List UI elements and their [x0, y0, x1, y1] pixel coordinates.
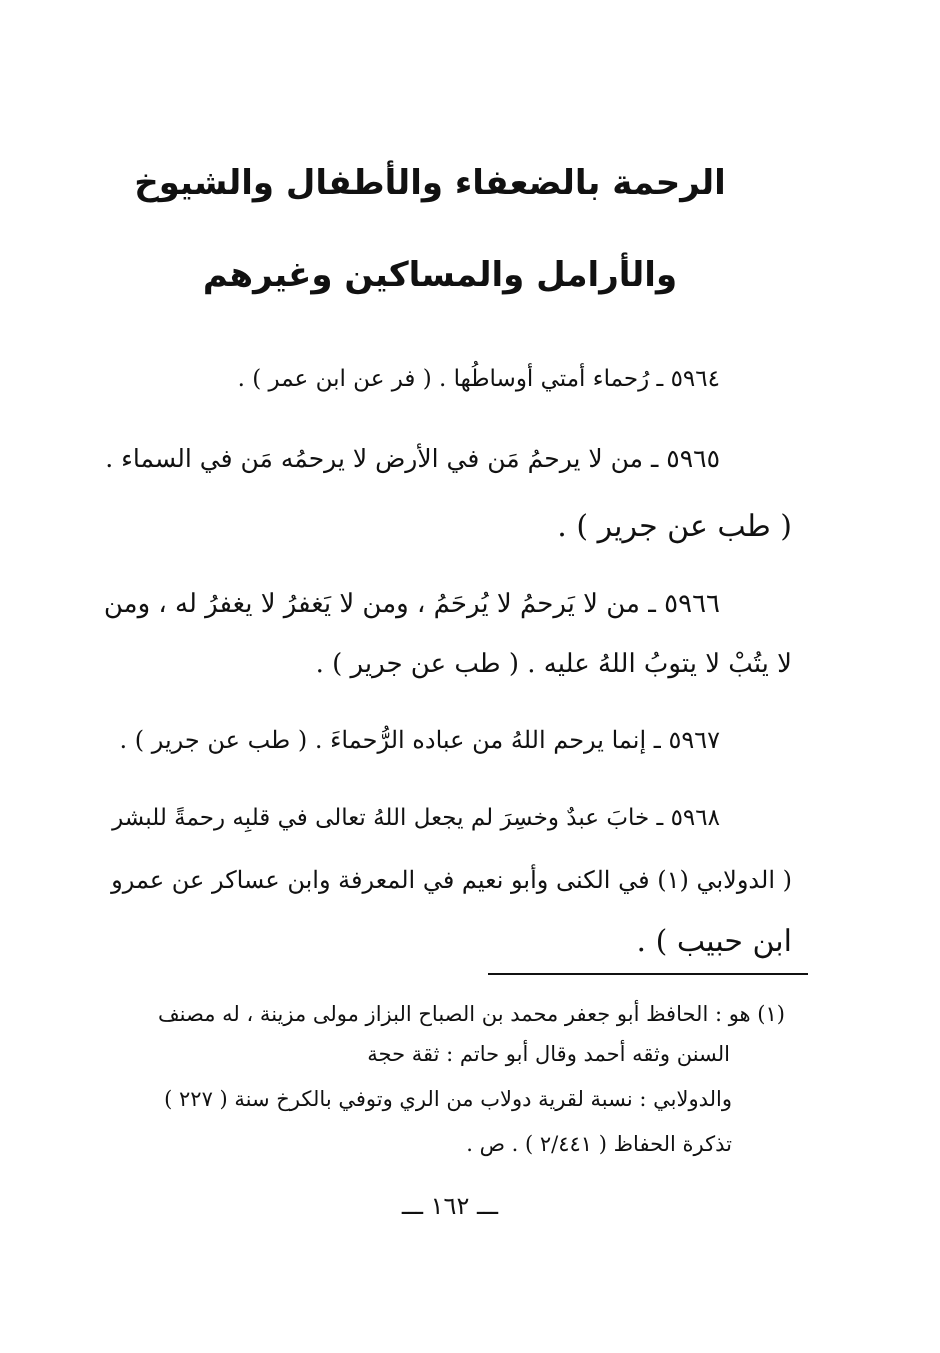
hadith-5968-line-3: ابن حبيب ) .	[636, 924, 792, 959]
hadith-5968-line-2: ( الدولابي (١) في الكنى وأبو نعيم في المعرفة وابن عساكر عن عمرو	[111, 866, 792, 894]
hadith-5965-line-1: ٥٩٦٥ ـ من لا يرحمُ مَن في الأرض لا يرحمُه مَن في السماء .	[105, 444, 720, 473]
hadith-5964-line-1: ٥٩٦٤ ـ رُحماء أمتي أوساطُها . ( فر عن ابن عمر ) .	[237, 366, 720, 392]
chapter-title-line-2: والأرامل والمساكين وغيرهم	[202, 255, 678, 295]
footnote-divider	[488, 973, 808, 975]
hadith-5968-line-1: ٥٩٦٨ ـ خابَ عبدٌ وخسِرَ لم يجعل اللهُ تعالى في قلبِه رحمةً للبشر	[112, 805, 720, 831]
chapter-title-line-1: الرحمة بالضعفاء والأطفال والشيوخ	[134, 163, 726, 203]
footnote-line-1: (١) هو : الحافظ أبو جعفر محمد بن الصباح البزاز مولى مزينة ، له مصنف	[157, 1002, 785, 1026]
page-number: ـــ ١٦٢ ـــ	[401, 1192, 499, 1220]
hadith-5966-line-2: لا يتُبْ لا يتوبُ اللهُ عليه . ( طب عن جرير ) .	[315, 649, 792, 679]
hadith-5966-line-1: ٥٩٦٦ ـ من لا يَرحمُ لا يُرحَمُ ، ومن لا يَغفرُ لا يغفرُ له ، ومن	[103, 589, 720, 619]
footnote-line-2: السنن وثقه أحمد وقال أبو حاتم : ثقة حجة	[367, 1042, 730, 1066]
footnote-line-4: تذكرة الحفاظ ( ٢/٤٤١ ) . ص .	[466, 1132, 732, 1156]
hadith-5967-line-1: ٥٩٦٧ ـ إنما يرحم اللهُ من عباده الرُّحماءَ . ( طب عن جرير ) .	[119, 726, 720, 754]
hadith-5965-line-2: ( طب عن جرير ) .	[557, 509, 792, 544]
footnote-line-3: والدولابي : نسبة لقرية دولاب من الري وتوفي بالكرخ سنة ( ٢٢٧ )	[164, 1087, 732, 1111]
